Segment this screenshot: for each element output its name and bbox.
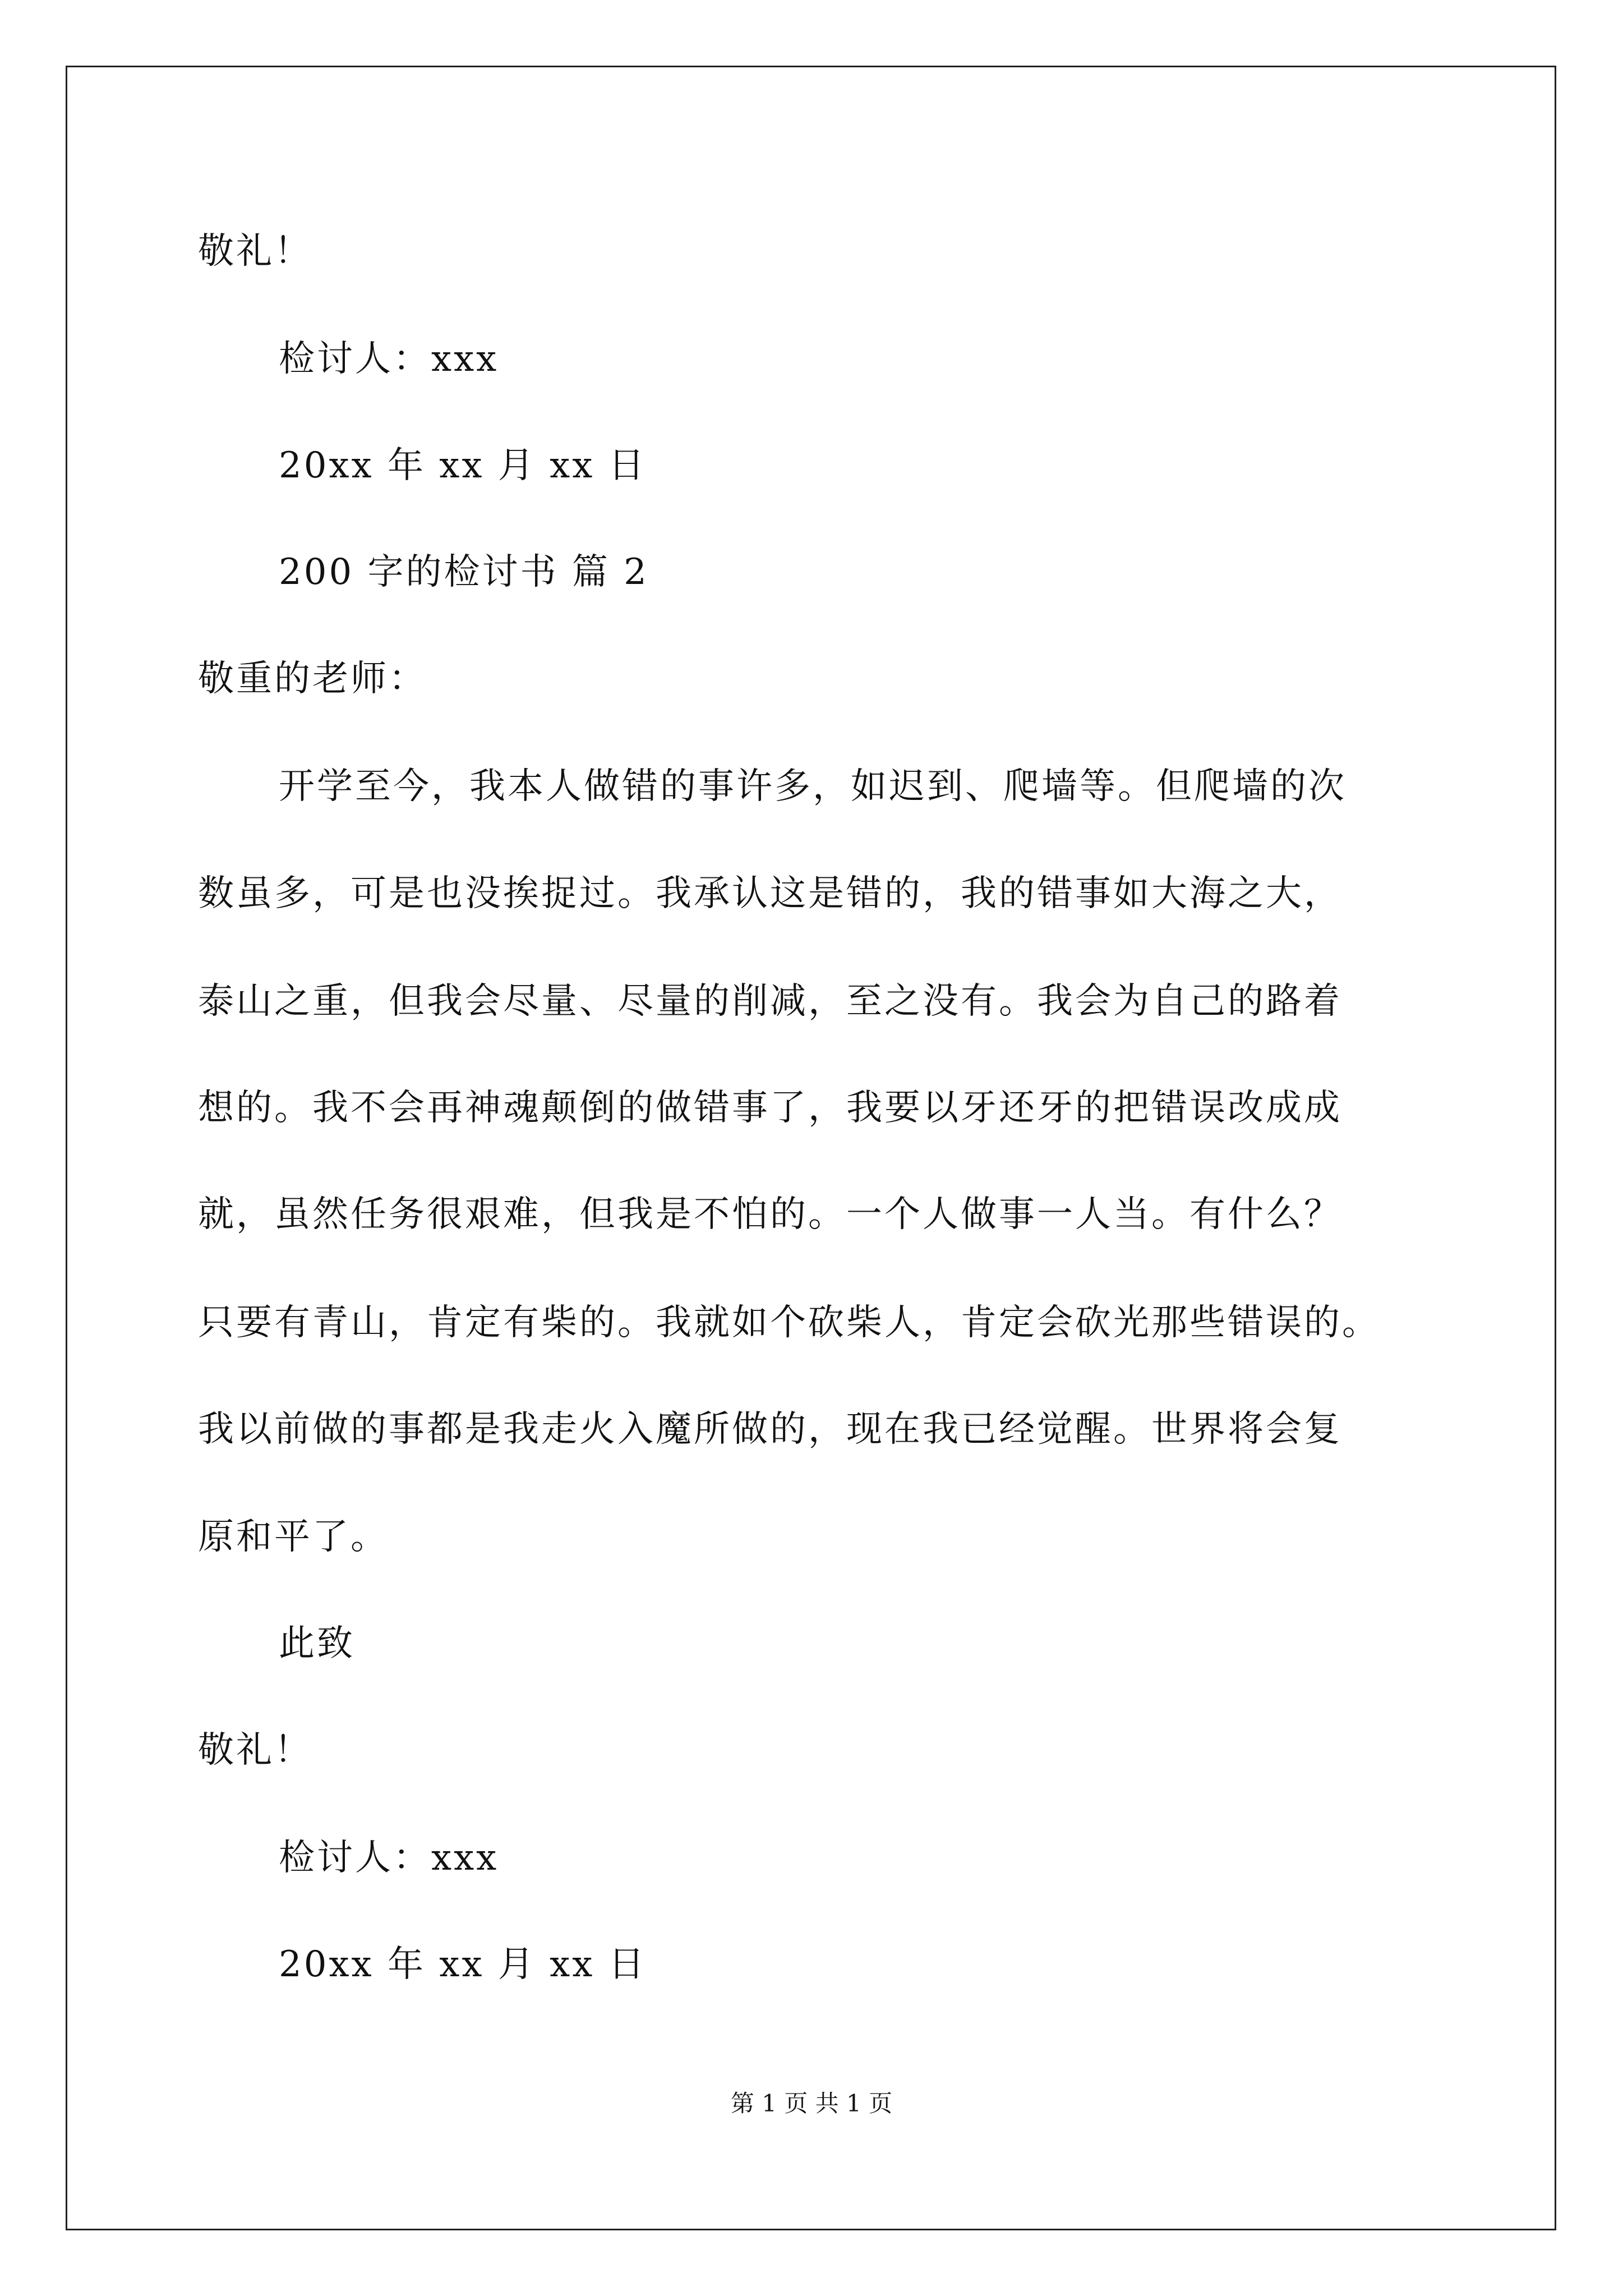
- body-paragraph-line: 原和平了。: [198, 1516, 389, 1558]
- page-border: [66, 66, 1556, 2230]
- body-paragraph-line: 只要有青山，肯定有柴的。我就如个砍柴人，肯定会砍光那些错误的。: [198, 1302, 1380, 1343]
- closing-salute: 敬礼！: [198, 231, 312, 272]
- body-paragraph-line: 想的。我不会再神魂颠倒的做错事了，我要以牙还牙的把错误改成成: [198, 1087, 1342, 1129]
- signature-date: 20xx 年 xx 月 xx 日: [279, 1944, 647, 1985]
- closing-phrase: 此致: [279, 1623, 355, 1664]
- body-paragraph-line: 我以前做的事都是我走火入魔所做的，现在我已经觉醒。世界将会复: [198, 1409, 1342, 1450]
- body-paragraph-line: 数虽多，可是也没挨捉过。我承认这是错的，我的错事如大海之大，: [198, 873, 1342, 914]
- page-number-footer: 第 1 页 共 1 页: [730, 2090, 893, 2117]
- signature-date: 20xx 年 xx 月 xx 日: [279, 445, 647, 486]
- body-paragraph-line: 就，虽然任务很艰难，但我是不怕的。一个人做事一人当。有什么？: [198, 1194, 1342, 1235]
- signature-name: 检讨人：xxx: [279, 1837, 499, 1879]
- section-title: 200 字的检讨书 篇 2: [279, 551, 649, 593]
- salutation: 敬重的老师：: [198, 658, 427, 700]
- signature-name: 检讨人：xxx: [279, 338, 499, 380]
- body-paragraph-line: 泰山之重，但我会尽量、尽量的削减，至之没有。我会为自己的路着: [198, 981, 1342, 1022]
- body-paragraph-line: 开学至今，我本人做错的事许多，如迟到、爬墙等。但爬墙的次: [279, 766, 1347, 807]
- closing-salute: 敬礼！: [198, 1729, 312, 1771]
